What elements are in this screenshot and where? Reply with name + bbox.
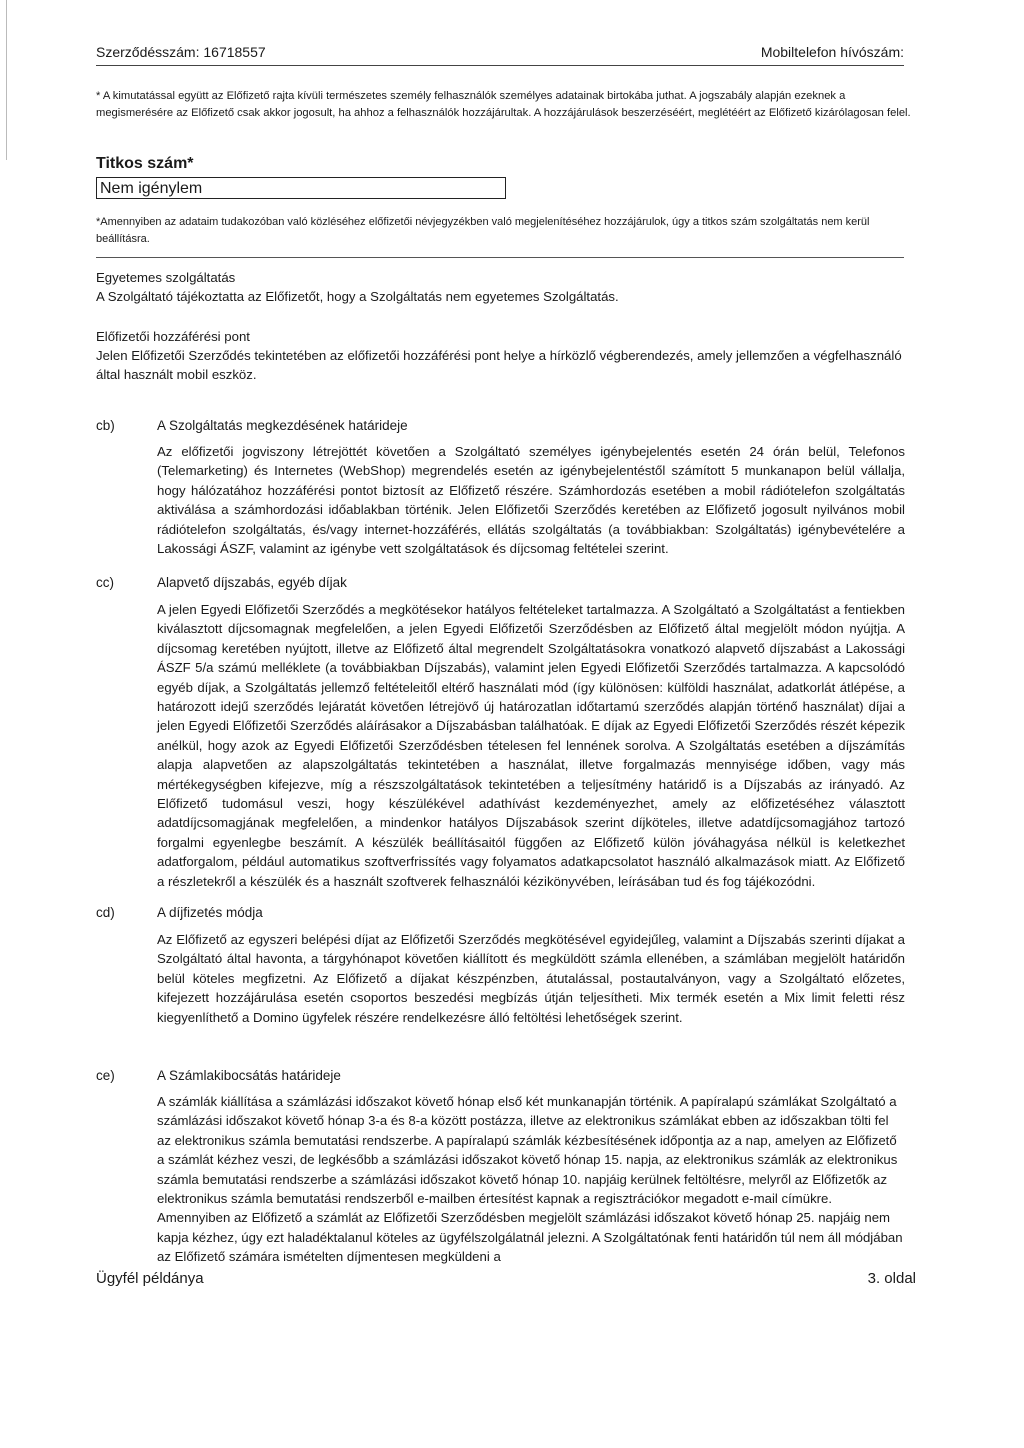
item-body-cd: Az Előfizető az egyszeri belépési díjat az Előfizetői Szerződés megkötésével egyidejűleg, valamint a Díjszabás szerinti díjakat a Szolgáltató által havonta, a tárgyhónapot követően kiállított és megküldött számla ellenében, a számlában megjelölt határidőn belül köteles megfizetni. Az Előfizető a díjakat készpénzben, átutalással, postautalványon, vagy a Szolgáltató előzetes, kifejezett hozzájárulása esetén csoportos beszedési megbízás útján teljesítheti. Mix termék esetén a Mix limit feletti rész kiegyenlíthető a Domino ügyfelek részére rendelkezésre álló feltöltési lehetőségek szerint. xyxy=(157,932,905,1025)
item-title-cb: A Szolgáltatás megkezdésének határideje xyxy=(157,418,408,433)
item-body-cc: A jelen Egyedi Előfizetői Szerződés a megkötésekor hatályos feltételeket tartalmazza. A Szolgáltató a Szolgáltatást a fentiekben kiválasztott díjcsomagnak megfelelően, a jelen Egyedi Előfizetői Szerződésben az Előfizető által megjelölt módon nyújtja. A díjcsomag keretében nyújtott, illetve az Előfizető által megrendelt Szolgáltatásokra vonatkozó alapvető díjszabást a Lakossági ÁSZF 5/a számú melléklete (a továbbiakban Díjszabás), valamint jelen Egyedi Előfizetői Szerződés tartalmazza. A kapcsolódó egyéb díjak, a Szolgáltatás jellemző feltételeitől eltérő használati mód (így különösen: külföldi használat, adatkorlát átlépése, a határozott idejű szerződés lejáratát követően létrejövő új határozatlan időtartamú szerződés alapján történő használat) díjai a jelen Egyedi Előfizetői Szerződés aláírásakor a Díjszabásban találhatóak. E díjak az Egyedi Előfizetői Szerződés részét képezik anélkül, hogy azok az Egyedi Előfizetői Szerződésben tételesen fel lennének sorolva. A Szolgáltatás esetében a díjszámítás alapja alapvetően az alapszolgáltatás tekintetében a használat, illetve forgalmazás mennyisége időben, vagy más mértékegységben kifejezve, míg a részszolgáltatások tekintetében a teljesítmény határidő is a Díjszabás az irányadó. Az Előfizető tudomásul veszi, hogy készülékével adathívást kezdeményezhet, amely az előfizetéséhez választott adatdíjcsomagjának megfelelően, a mindenkor hatályos Díjszabások szerint díjköteles, illetve adatdíjcsomagjához tartozó forgalmi egyenlegbe beszámít. A készülék beállításaitól függően az Előfizető külön jóváhagyása nélkül is keletkezhet adatforgalom, például automatikus szoftverfrissítés vagy folyamatos adatkapcsolatot használó alkalmazások miatt. Az Előfizető a részletekről a készülék és a használt szoftverek felhasználói kézikönyvében, leírásában tud és fog tájékozódni. xyxy=(157,602,905,889)
scan-margin-line xyxy=(6,0,9,160)
universal-service-section xyxy=(96,268,906,306)
data-notice: * A kimutatással együtt az Előfizető rajta kívüli természetes személy felhasználók személyes adatainak birtokába juthat. A jogszabály alapján ezeknek a megismerésére az Előfizető csak akkor jogosult, ha ahhoz a felhasználók hozzájárultak. A hozzájárulások beszerzéséért, meglétéért az Előfizető kizárólagosan felel. xyxy=(96,90,911,119)
page-number: 3. oldal xyxy=(867,1270,916,1287)
item-label-ce: ce) xyxy=(96,1068,115,1083)
customer-copy-label: Ügyfél példánya xyxy=(96,1270,204,1287)
item-title-ce: A Számlakibocsátás határideje xyxy=(157,1068,341,1083)
item-label-cd: cd) xyxy=(96,905,115,920)
access-point-body: Jelen Előfizetői Szerződés tekintetében az előfizetői hozzáférési pont helye a hírközlő végberendezés, amely jellemzően a végfelhasználó által használt mobil eszköz. xyxy=(96,348,902,382)
item-title-cc: Alapvető díjszabás, egyéb díjak xyxy=(157,575,347,590)
access-point-title: Előfizetői hozzáférési pont xyxy=(96,329,250,344)
secret-number-field: Nem igénylem xyxy=(96,177,506,199)
phone-number-label: Mobiltelefon hívószám: xyxy=(760,44,904,60)
secret-number-title: Titkos szám* xyxy=(96,155,194,172)
page-header xyxy=(96,44,904,66)
page-footer xyxy=(96,1270,916,1287)
item-label-cb: cb) xyxy=(96,418,115,433)
secret-number-note: *Amennyiben az adataim tudakozóban való közléséhez előfizetői névjegyzékben való megjelenítéséhez hozzájárulok, úgy a titkos szám szolgáltatás nem kerül beállításra. xyxy=(96,216,870,245)
access-point-section xyxy=(96,327,906,384)
divider xyxy=(96,257,904,258)
contract-number: Szerződésszám: 16718557 xyxy=(96,44,266,60)
item-label-cc: cc) xyxy=(96,575,114,590)
item-body-cb: Az előfizetői jogviszony létrejöttét követően a Szolgáltató személyes igénybejelentés esetén 24 órán belül, Telefonos (Telemarketing) és Internetes (WebShop) megrendelés esetén az igénybejelentéstől számított 5 munkanapon belül vállalja, hogy hálózatához hozzáférési pontot biztosít az Előfizető részére. Számhordozás esetében a mobil rádiótelefon szolgáltatás aktiválása a számhordozási időablakban történik. Jelen Előfizetői Szerződés keretében az Előfizető jogosult nyilvános mobil rádiótelefon szolgáltatás, és/vagy internet-hozzáférés, ellátás szolgáltatás (a továbbiakban: Szolgáltatás) igénybevételére a Lakossági ÁSZF, valamint az igénybe vett szolgáltatások és díjcsomag feltételei szerint. xyxy=(157,444,905,557)
universal-service-title: Egyetemes szolgáltatás xyxy=(96,270,236,285)
universal-service-body: A Szolgáltató tájékoztatta az Előfizetőt, hogy a Szolgáltatás nem egyetemes Szolgáltatás. xyxy=(96,289,619,304)
item-body-ce: A számlák kiállítása a számlázási időszakot követő hónap első két munkanapján történik. A papíralapú számlákat Szolgáltató a számlázási időszakot követő hónap 3-a és 8-a között postázza, illetve az elektronikus számlákat ebben az időszakban tölti fel az elektronikus számla bemutatási rendszerbe. A papíralapú számlák kézbesítésének időpontja az a nap, amelyen az Előfizető a számlát kézhez veszi, de legkésőbb a számlázási időszakot követő hónap 15. napja, az elektronikus számlák az elektronikus számla bemutatási rendszerbe a számlázási időszakot követő hónap 10. napjáig kerülnek feltöltésre, melyről az Előfizetők az elektronikus számla bemutatási rendszerből e-mailben értesítést kapnak a regisztrációkor megadott e-mail címükre. Amennyiben az Előfizető a számlát az Előfizetői Szerződésben megjelölt számlázási időszakot követő hónap 25. napjáig nem kapja kézhez, úgy ezt haladéktalanul köteles az ügyfélszolgálatnál jelezni. A Szolgáltatónak fenti határidőn túl nem áll módjában az Előfizető számára ismételten díjmentesen megküldeni a xyxy=(157,1094,903,1265)
item-title-cd: A díjfizetés módja xyxy=(157,905,263,920)
